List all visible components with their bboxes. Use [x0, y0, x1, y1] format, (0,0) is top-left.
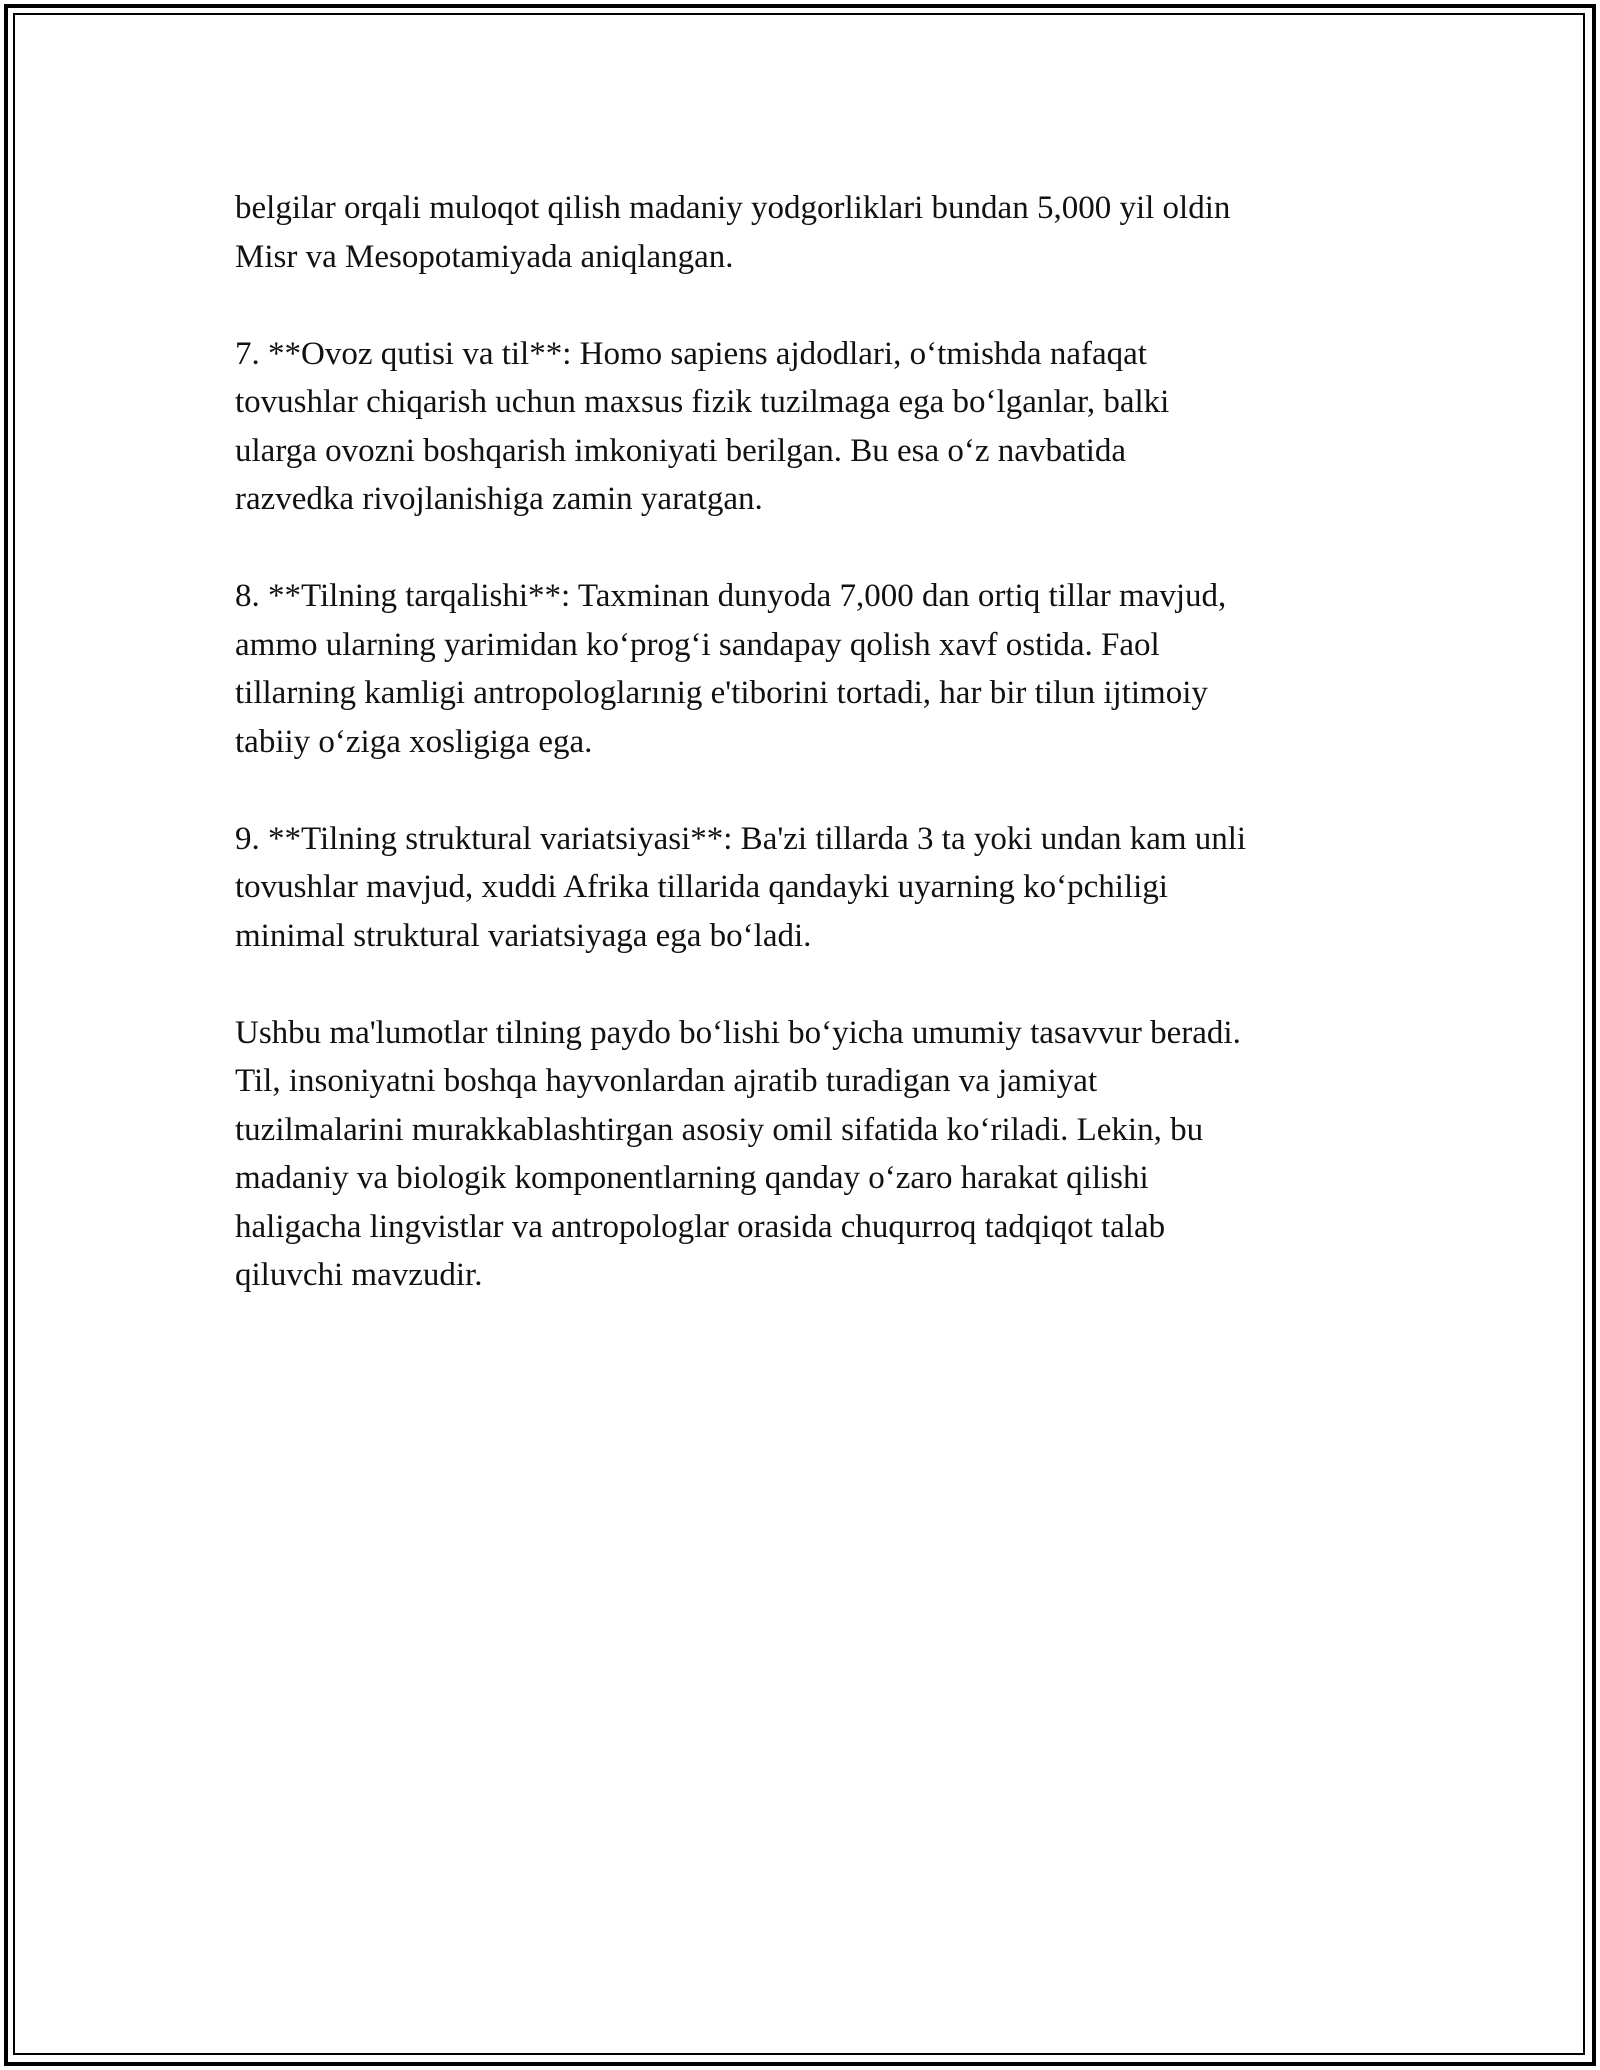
paragraph-item-9: 9. **Tilning struktural variatsiyasi**: Ba'zi tillarda 3 ta yoki undan kam unli tovushlar mavjud, xuddi Afrika tillarida qandayki uyarning ko‘pchiligi minimal struktural variatsiyaga ega bo‘ladi.	[235, 820, 1247, 954]
paragraph-item-8: 8. **Tilning tarqalishi**: Taxminan dunyoda 7,000 dan ortiq tillar mavjud, ammo ularning yarimidan ko‘prog‘i sandapay qolish xavf ostida. Faol tillarning kamligi antropologlarınig e'tiborini tortadi, har bir tilun ijtimoiy tabiiy o‘ziga xosligiga ega.	[235, 578, 1227, 760]
document-body	[235, 184, 1365, 1300]
paragraph-intro-continuation: belgilar orqali muloqot qilish madaniy yodgorliklari bundan 5,000 yil oldin Misr va Mesopotamiyada aniqlangan.	[235, 190, 1231, 275]
paragraph-conclusion: Ushbu ma'lumotlar tilning paydo bo‘lishi bo‘yicha umumiy tasavvur beradi. Til, insoniyatni boshqa hayvonlardan ajratib turadigan va jamiyat tuzilmalarini murakkablashtirgan asosiy omil sifatida ko‘riladi. Lekin, bu madaniy va biologik komponentlarning qanday o‘zaro harakat qilishi haligacha lingvistlar va antropologlar orasida chuqurroq tadqiqot talab qiluvchi mavzudir.	[235, 1014, 1241, 1293]
paragraph-item-7: 7. **Ovoz qutisi va til**: Homo sapiens ajdodlari, o‘tmishda nafaqat tovushlar chiqarish uchun maxsus fizik tuzilmaga ega bo‘lganlar, balki ularga ovozni boshqarish imkoniyati berilgan. Bu esa o‘z navbatida razvedka rivojlanishiga zamin yaratgan.	[235, 335, 1170, 517]
